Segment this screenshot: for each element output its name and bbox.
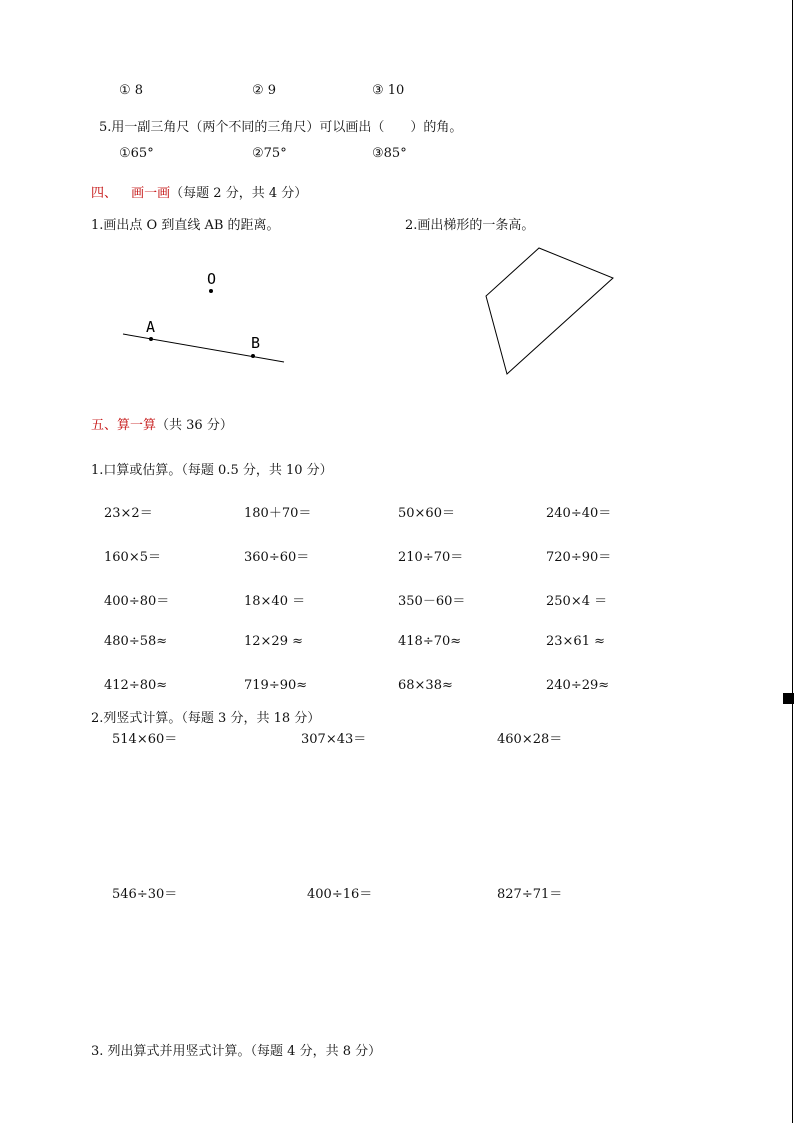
section4-q2: 2.画出梯形的一条高。	[405, 218, 535, 233]
section4-name: 画一画	[131, 186, 171, 201]
vertical-1-2: 307×43＝	[301, 732, 367, 747]
oral-1-1: 360÷60＝	[244, 550, 310, 565]
q4-option-3: ③ 10	[372, 83, 405, 98]
point-a	[149, 337, 153, 341]
oral-3-3: 23×61 ≈	[546, 634, 606, 649]
page-edge-rule	[792, 0, 793, 1123]
oral-2-3: 250×4 ＝	[546, 594, 608, 609]
section4-note: （每题 2 分，共 4 分）	[170, 186, 308, 201]
section4-q1: 1.画出点 O 到直线 AB 的距离。	[91, 218, 280, 233]
q4-option-2: ② 9	[252, 83, 277, 98]
oral-0-1: 180＋70＝	[244, 506, 312, 521]
q4-option-1: ① 8	[119, 83, 144, 98]
point-o-label: O	[207, 270, 217, 288]
section5-sub2-title: 2.列竖式计算。（每题 3 分，共 18 分）	[91, 711, 321, 726]
section5-sub1-title: 1.口算或估算。（每题 0.5 分，共 10 分）	[91, 463, 333, 478]
vertical-2-2: 400÷16＝	[307, 887, 373, 902]
q5-option-1: ①65°	[119, 146, 154, 161]
vertical-2-1: 546÷30＝	[112, 887, 178, 902]
oral-4-3: 240÷29≈	[546, 678, 610, 693]
section5-name: 算一算	[117, 418, 157, 433]
oral-0-2: 50×60＝	[398, 506, 455, 521]
geometry-figures	[0, 0, 794, 400]
oral-2-1: 18×40 ＝	[244, 594, 306, 609]
page-edge-marker	[783, 693, 794, 704]
oral-4-1: 719÷90≈	[244, 678, 308, 693]
q5-text: 5.用一副三角尺（两个不同的三角尺）可以画出（ ）的角。	[99, 120, 463, 135]
oral-1-3: 720÷90＝	[546, 550, 612, 565]
oral-1-0: 160×5＝	[104, 550, 161, 565]
oral-0-3: 240÷40＝	[546, 506, 612, 521]
oral-3-1: 12×29 ≈	[244, 634, 304, 649]
section4-number: 四、	[91, 186, 118, 201]
point-a-label: A	[146, 318, 156, 336]
oral-1-2: 210÷70＝	[398, 550, 464, 565]
q5-option-3: ③85°	[372, 146, 407, 161]
oral-2-2: 350－60＝	[398, 594, 466, 609]
vertical-2-3: 827÷71＝	[497, 887, 563, 902]
oral-3-0: 480÷58≈	[104, 634, 168, 649]
section5-heading	[91, 414, 233, 433]
oral-2-0: 400÷80＝	[104, 594, 170, 609]
oral-0-0: 23×2＝	[104, 506, 153, 521]
section5-sub3-title: 3. 列出算式并用竖式计算。（每题 4 分，共 8 分）	[91, 1044, 382, 1059]
section5-note: （共 36 分）	[156, 418, 233, 433]
oral-4-2: 68×38≈	[398, 678, 453, 693]
vertical-1-3: 460×28＝	[497, 732, 563, 747]
oral-4-0: 412÷80≈	[104, 678, 168, 693]
section5-number: 五、	[91, 418, 118, 433]
q5-option-2: ②75°	[252, 146, 287, 161]
point-o	[209, 289, 213, 293]
point-b	[251, 354, 255, 358]
oral-3-2: 418÷70≈	[398, 634, 462, 649]
point-b-label: B	[251, 334, 261, 352]
vertical-1-1: 514×60＝	[112, 732, 178, 747]
trapezoid-shape	[486, 248, 613, 374]
